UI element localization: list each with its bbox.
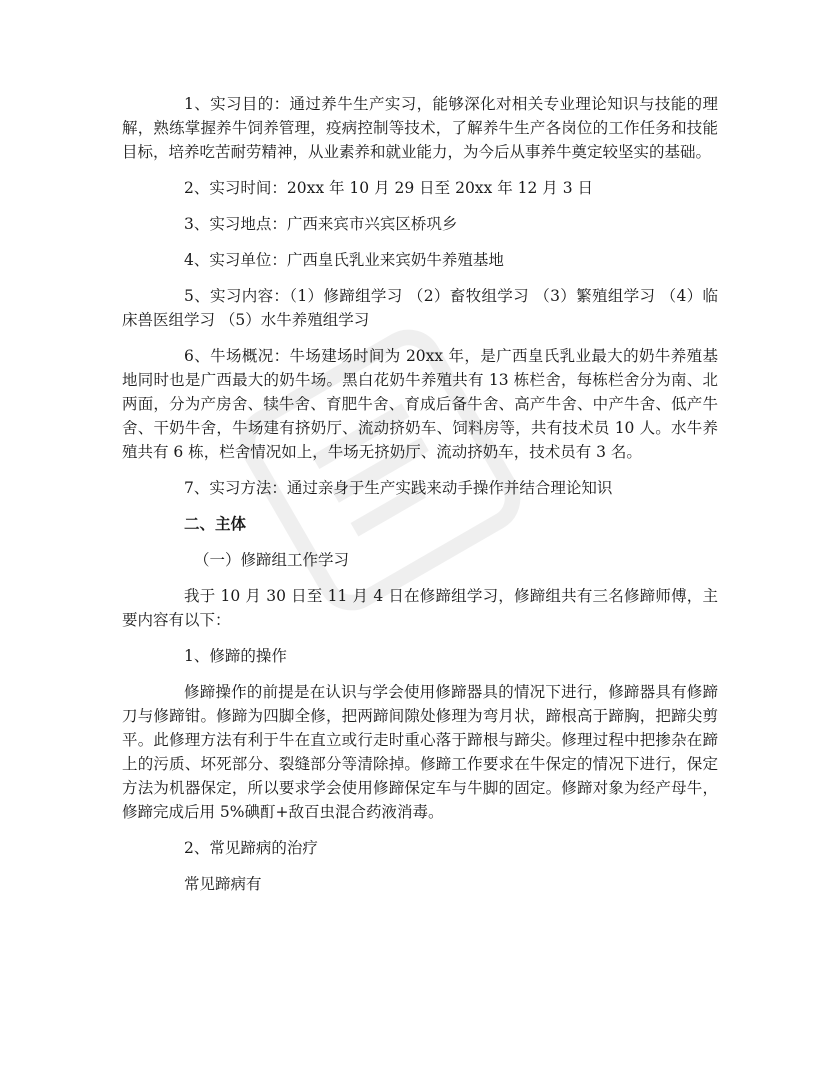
paragraph-farm-overview: 6、牛场概况：牛场建场时间为 20xx 年，是广西皇氏乳业最大的奶牛养殖基地同时也是广西最大的奶牛场。黑白花奶牛养殖共有 13 栋栏舍，每栋栏舍分为南、北两面，分为产房舍、犊牛舍、育肥牛舍、育成后备牛舍、高产牛舍、中产牛舍、低产牛舍、干奶牛舍，牛场建有挤奶厅、流动挤奶车、饲料房等，共有技术员 10 人。水牛养殖共有 6 栋，栏舍情况如上，牛场无挤奶厅、流动挤奶车，技术员有 3 名。	[122, 347, 718, 461]
paragraph-unit: 4、实习单位：广西皇氏乳业来宾奶牛养殖基地	[184, 251, 504, 269]
paragraph-time: 2、实习时间：20xx 年 10 月 29 日至 20xx 年 12 月 3 日	[184, 179, 594, 197]
paragraph-hoof-disease: 常见蹄病有	[184, 875, 262, 893]
document-body	[122, 92, 718, 908]
paragraph-location: 3、实习地点：广西来宾市兴宾区桥巩乡	[184, 215, 458, 233]
section-heading-main: 二、主体	[184, 515, 247, 533]
paragraph-purpose: 1、实习目的：通过养牛生产实习，能够深化对相关专业理论知识与技能的理解，熟练掌握养牛饲养管理，疫病控制等技术，了解养牛生产各岗位的工作任务和技能目标，培养吃苦耐劳精神，从业素养和就业能力，为今后从事养牛奠定较坚实的基础。	[122, 95, 718, 161]
paragraph-hoof-intro: 我于 10 月 30 日至 11 月 4 日在修蹄组学习，修蹄组共有三名修蹄师傅，主要内容有以下：	[122, 587, 718, 629]
item-heading-hoof-disease: 2、常见蹄病的治疗	[184, 839, 318, 857]
item-heading-hoof-operation: 1、修蹄的操作	[184, 647, 287, 665]
subsection-heading-hoof: （一）修蹄组工作学习	[194, 551, 350, 569]
paragraph-method: 7、实习方法：通过亲身于生产实践来动手操作并结合理论知识	[184, 479, 613, 497]
paragraph-content: 5、实习内容：（1）修蹄组学习 （2）畜牧组学习 （3）繁殖组学习 （4）临床兽医组学习 （5）水牛养殖组学习	[122, 287, 718, 329]
paragraph-hoof-operation: 修蹄操作的前提是在认识与学会使用修蹄器具的情况下进行，修蹄器具有修蹄刀与修蹄钳。修蹄为四脚全修，把两蹄间隙处修理为弯月状，蹄根高于蹄胸，把蹄尖剪平。此修理方法有利于牛在直立或行走时重心落于蹄根与蹄尖。修理过程中把掺杂在蹄上的污质、坏死部分、裂缝部分等清除掉。修蹄工作要求在牛保定的情况下进行，保定方法为机器保定，所以要求学会使用修蹄保定车与牛脚的固定。修蹄对象为经产母牛，修蹄完成后用 5%碘酊+敌百虫混合药液消毒。	[122, 683, 718, 821]
